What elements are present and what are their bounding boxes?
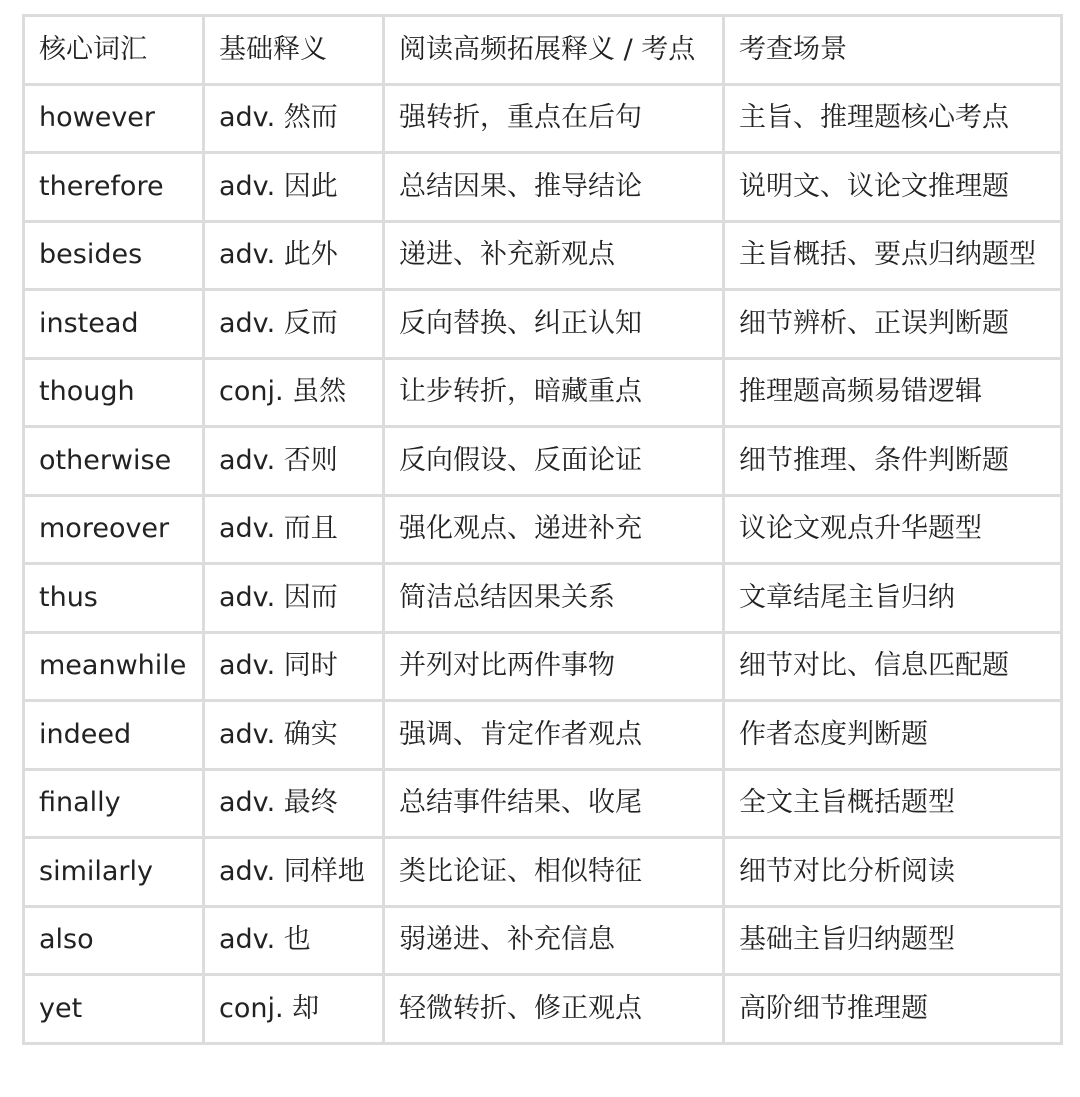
cell-basic-meaning: adv. 最终 [204,769,384,838]
table-body [24,16,1062,1044]
table-row [24,290,1062,359]
cell-word: also [24,906,204,975]
cell-extended-meaning: 反向假设、反面论证 [384,427,724,496]
cell-word: indeed [24,701,204,770]
table-row [24,564,1062,633]
cell-word: though [24,358,204,427]
cell-extended-meaning: 强转折，重点在后句 [384,84,724,153]
cell-basic-meaning: adv. 同时 [204,632,384,701]
cell-word: otherwise [24,427,204,496]
cell-exam-scenario: 基础主旨归纳题型 [724,906,1062,975]
cell-exam-scenario: 议论文观点升华题型 [724,495,1062,564]
cell-basic-meaning: adv. 确实 [204,701,384,770]
table-row [24,632,1062,701]
cell-basic-meaning: conj. 虽然 [204,358,384,427]
cell-word: instead [24,290,204,359]
header-basic-meaning: 基础释义 [204,16,384,85]
cell-word: similarly [24,838,204,907]
cell-exam-scenario: 细节对比、信息匹配题 [724,632,1062,701]
cell-exam-scenario: 说明文、议论文推理题 [724,153,1062,222]
cell-extended-meaning: 强调、肯定作者观点 [384,701,724,770]
cell-extended-meaning: 递进、补充新观点 [384,221,724,290]
cell-extended-meaning: 并列对比两件事物 [384,632,724,701]
table-row [24,153,1062,222]
cell-word: besides [24,221,204,290]
header-row [24,16,1062,85]
cell-exam-scenario: 主旨概括、要点归纳题型 [724,221,1062,290]
table-row [24,84,1062,153]
table-row [24,221,1062,290]
cell-basic-meaning: adv. 也 [204,906,384,975]
table-row [24,701,1062,770]
cell-basic-meaning: adv. 因此 [204,153,384,222]
cell-word: thus [24,564,204,633]
cell-word: meanwhile [24,632,204,701]
cell-basic-meaning: adv. 然而 [204,84,384,153]
cell-exam-scenario: 全文主旨概括题型 [724,769,1062,838]
cell-basic-meaning: adv. 此外 [204,221,384,290]
cell-word: however [24,84,204,153]
header-core-word: 核心词汇 [24,16,204,85]
cell-basic-meaning: adv. 否则 [204,427,384,496]
cell-extended-meaning: 总结因果、推导结论 [384,153,724,222]
cell-extended-meaning: 轻微转折、修正观点 [384,975,724,1044]
cell-exam-scenario: 作者态度判断题 [724,701,1062,770]
cell-exam-scenario: 细节辨析、正误判断题 [724,290,1062,359]
table-row [24,769,1062,838]
cell-exam-scenario: 文章结尾主旨归纳 [724,564,1062,633]
cell-extended-meaning: 类比论证、相似特征 [384,838,724,907]
cell-basic-meaning: conj. 却 [204,975,384,1044]
cell-extended-meaning: 总结事件结果、收尾 [384,769,724,838]
cell-extended-meaning: 反向替换、纠正认知 [384,290,724,359]
cell-extended-meaning: 强化观点、递进补充 [384,495,724,564]
header-extended-meaning: 阅读高频拓展释义 / 考点 [384,16,724,85]
cell-exam-scenario: 高阶细节推理题 [724,975,1062,1044]
table-row [24,495,1062,564]
cell-extended-meaning: 让步转折，暗藏重点 [384,358,724,427]
cell-exam-scenario: 细节推理、条件判断题 [724,427,1062,496]
cell-basic-meaning: adv. 同样地 [204,838,384,907]
cell-exam-scenario: 细节对比分析阅读 [724,838,1062,907]
table-row [24,975,1062,1044]
table-row [24,838,1062,907]
cell-exam-scenario: 主旨、推理题核心考点 [724,84,1062,153]
cell-extended-meaning: 简洁总结因果关系 [384,564,724,633]
vocabulary-table [22,14,1063,1045]
cell-basic-meaning: adv. 而且 [204,495,384,564]
cell-extended-meaning: 弱递进、补充信息 [384,906,724,975]
cell-word: therefore [24,153,204,222]
header-exam-scenario: 考查场景 [724,16,1062,85]
cell-word: finally [24,769,204,838]
cell-word: yet [24,975,204,1044]
cell-basic-meaning: adv. 反而 [204,290,384,359]
cell-exam-scenario: 推理题高频易错逻辑 [724,358,1062,427]
table-row [24,358,1062,427]
table-row [24,427,1062,496]
cell-word: moreover [24,495,204,564]
table-row [24,906,1062,975]
cell-basic-meaning: adv. 因而 [204,564,384,633]
